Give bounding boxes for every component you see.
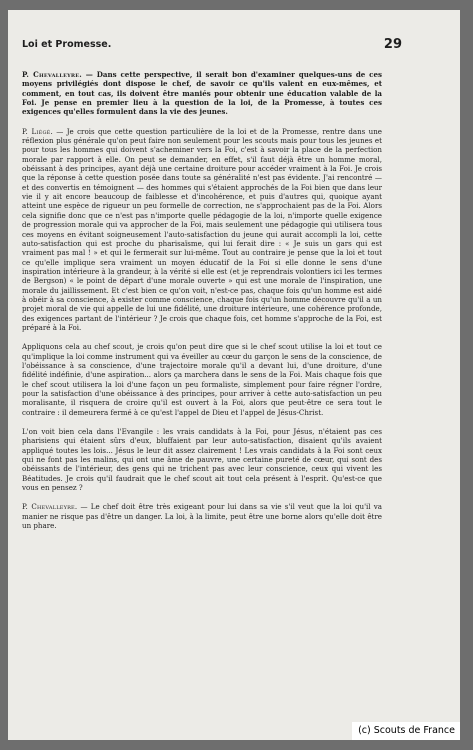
paragraph (22, 427, 382, 492)
speaker-name: P. Chevalleyre. (22, 70, 82, 79)
paragraph-text: Appliquons cela au chef scout, je crois qu'on peut dire que si le chef scout utilise la loi et tout ce qu'implique la loi comme instrument qui va éveiller au cœur du garçon le sens de la conscience, de l'obéissance à sa conscience, d'une trajectoire morale qu'il a devant lui, d'une droiture, d'une fidélité indéfinie, d'une aspiration... alors ça marchera dans le sens de la Foi. Mais chaque fois que le chef scout utilisera la loi d'une façon un peu formaliste, simplement pour faire régner l'ordre, pour la satisfaction d'une obéissance à des principes, pour arriver à cette auto-satisfaction un peu moralisante, il risquera de croire qu'il est ouvert à la Foi, alors que peut-être ce sera tout le contraire : il demeurera fermé à ce qu'est l'appel de Dieu et l'appel de Jésus-Christ. (22, 342, 382, 417)
speaker-name: P. Liégé. (22, 126, 53, 136)
paragraph-text: — Le chef doit être très exigeant pour lui dans sa vie s'il veut que la loi qu'il va manier ne risque pas d'être un danger. La loi, à la limite, peut être une borne alors qu'elle doit être un phare. (22, 502, 382, 531)
paragraph-reply (22, 502, 382, 530)
page-number: 29 (383, 37, 402, 52)
page-body (22, 70, 382, 540)
paragraph-answer (22, 127, 382, 333)
book-page (8, 10, 460, 740)
copyright-watermark: (c) Scouts de France (352, 722, 460, 740)
paragraph-text: — Je crois que cette question particulière de la loi et de la Promesse, rentre dans une réflexion plus générale qu'on peut faire non seulement pour les scouts mais pour tous les jeunes et pour tous les hommes qui doivent s'acheminer vers la Foi, c'est à savoir la place de la perfection morale par rapport à elle. On peut se demander, en effet, s'il faut déjà être un homme moral, obéissant à des principes, ayant déjà une certaine droiture pour accéder vraiment à la Foi. Je crois que la réponse à cette question posée dans toute sa généralité n'est pas évidente. J'ai rencontré — et des convertis en témoignent — des hommes qui s'étaient approchés de la Foi bien que dans leur vie il y ait encore beaucoup de faiblesse et d'incohérence, et puis d'autres qui, quoique ayant atteint une espèce de rigueur un peu formelle de correction, ne s'approchaient pas de la Foi. Alors cela signifie donc que ce n'est pas n'importe quelle pédagogie de la loi, n'importe quelle exigence de progression morale qui va approcher de la Foi, mais seulement une pédagogie qui utilisera tous ces moyens en évitant soigneusement l'auto-satisfaction du jeune qui aurait accompli la loi, cette auto-satisfaction qui est proche du pharisaïsme, qui lui ferait dire : « Je suis un gars qui est vraiment pas mal ! » et qui le fermerait sur lui-même. Tout au contraire je pense que la loi et tout ce qu'elle implique sera vraiment un moyen éducatif de la Foi si elle donne le sens d'une inspiration intérieure à la grandeur, à la vérité si elle est (et je reprendrais volontiers ici les termes de Bergson) « le point de départ d'une morale ouverte » qui est une morale de l'inspiration, une morale du jaillissement. Et c'est bien ce qu'on voit, n'est-ce pas, chaque fois qu'un homme est aidé à obéir à sa conscience, à exister comme conscience, chaque fois qu'un homme découvre qu'il a un projet moral de vie qui appelle de lui une fidélité, une droiture intérieure, une cohérence profonde, des exigences partant de l'intérieur ? Je crois que chaque fois, cet homme s'approche de la Foi, est préparé à la Foi. (22, 126, 382, 332)
speaker-name: P. Chevalleyre. (22, 502, 78, 512)
paragraph (22, 342, 382, 417)
chapter-title: Loi et Promesse. (22, 39, 112, 50)
paragraph-text: — Dans cette perspective, il serait bon d'examiner quelques-uns de ces moyens privilégiés dont dispose le chef, de savoir ce qu'ils valent en eux-mêmes, et comment, en tout cas, ils doivent être maniés pour obtenir une éducation valable de la Foi. Je pense en premier lieu à la question de la loi, de la Promesse, à toutes ces exigences qu'elles formulent dans la vie des jeunes. (22, 70, 383, 117)
paragraph-text: L'on voit bien cela dans l'Evangile : les vrais candidats à la Foi, pour Jésus, n'étaient pas ces pharisiens qui étaient sûrs d'eux, bluffaient par leur auto-satisfaction, disaient qu'ils avaient appliqué toutes les lois... Jésus le leur dit assez clairement ! Les vrais candidats à la Foi sont ceux qui ne font pas les malins, qui ont une âme de pauvre, une certaine pureté de cœur, qui sont des obéissants de l'intérieur, des gens qui ne trichent pas avec leur conscience, ceux qui vivent les Béatitudes. Je crois qu'il faudrait que le chef scout ait tout cela présent à l'esprit. Qu'est-ce que vous en pensez ? (22, 427, 382, 493)
paragraph-question (22, 70, 382, 117)
